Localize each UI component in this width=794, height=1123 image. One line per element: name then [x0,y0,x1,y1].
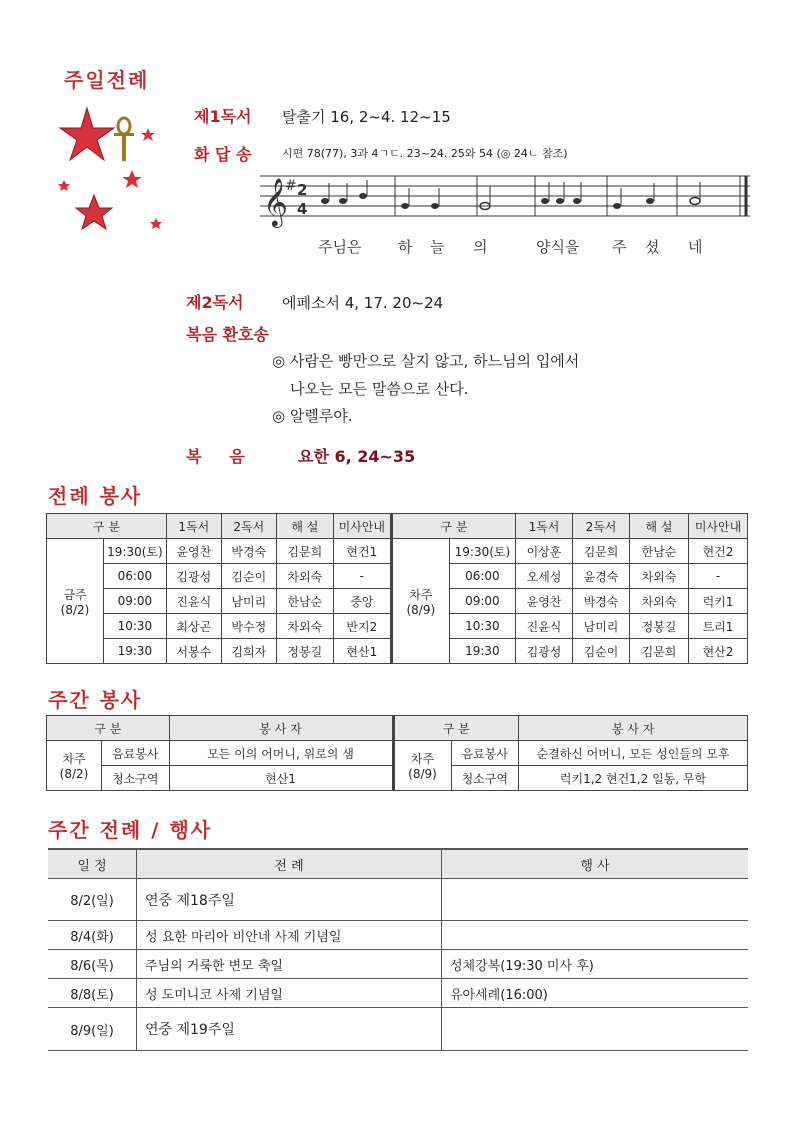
lyric-7: 셨 [645,238,660,256]
svg-text:2: 2 [297,181,308,199]
th-reading1-r: 1독서 [516,514,573,539]
cell: 진윤식 [516,614,573,639]
cell: 김희자 [221,639,276,664]
event-liturgy: 성 요한 마리아 비안네 사제 기념일 [137,921,442,950]
liturgy-title: 주일전례 [64,68,150,92]
event-liturgy: 주님의 거룩한 변모 축일 [137,950,442,979]
th-weekly-category: 구 분 [47,716,170,741]
event-date: 8/4(화) [48,921,137,950]
lyric-8: 네 [688,238,703,256]
th-guide-r: 미사안내 [689,514,748,539]
th-weekly-volunteer: 봉 사 자 [169,716,393,741]
acclamation-line2: 나오는 모든 말씀으로 산다. [290,380,469,398]
cell: 중앙 [333,589,391,614]
svg-text:#: # [285,178,297,194]
lyric-5: 양식을 [536,238,580,256]
event-activity [442,921,749,950]
cell: 19:30(토) [449,539,515,564]
lyric-3: 늘 [430,238,445,256]
reading1-label: 제1독서 [194,107,252,126]
cell: 김광성 [166,564,221,589]
cell: 음료봉사 [102,741,170,766]
cell: 박경숙 [221,539,276,564]
cell: 음료봉사 [451,741,519,766]
cell: 19:30 [104,639,167,664]
event-activity: 성체강복(19:30 미사 후) [442,950,749,979]
event-date: 8/9(일) [48,1008,137,1051]
cell: 서봉수 [166,639,221,664]
cell: 반지2 [333,614,391,639]
cell: 19:30(토) [104,539,167,564]
cell: - [333,564,391,589]
event-activity [442,879,749,921]
cell: 차외숙 [276,564,333,589]
cell: 한남순 [276,589,333,614]
cell: 김순이 [573,639,630,664]
cell: 오세성 [516,564,573,589]
gospel-label: 복 음 [186,447,245,466]
cell: 06:00 [104,564,167,589]
cell: 남미리 [573,614,630,639]
cell: 최상곤 [166,614,221,639]
cell: 김광성 [516,639,573,664]
cell: 현산2 [689,639,748,664]
cell: 청소구역 [451,766,519,791]
event-date: 8/6(목) [48,950,137,979]
cell: 트리1 [689,614,748,639]
cell: 럭키1 [689,589,748,614]
cell: 청소구역 [102,766,170,791]
weekly-title: 주간 봉사 [48,688,143,712]
lyric-2: 하 [398,238,413,256]
cell: 현산1 [169,766,393,791]
service-title: 전례 봉사 [48,484,143,508]
svg-text:4: 4 [297,200,308,218]
event-liturgy: 성 도미니코 사제 기념일 [137,979,442,1008]
cell: 09:00 [449,589,515,614]
cell: 차외숙 [630,589,689,614]
th-reading1: 1독서 [166,514,221,539]
cell: 김문희 [573,539,630,564]
group-cell-right: 차주 (8/9) [391,539,449,664]
event-date: 8/2(일) [48,879,137,921]
service-table [46,513,748,664]
psalm-label: 화 답 송 [194,145,252,164]
reading1-text: 탈출기 16, 2~4. 12~15 [282,108,451,126]
acclamation-line3: ◎ 알렐루야. [272,407,353,425]
cell: 한남순 [630,539,689,564]
psalm-text: 시편 78(77), 3과 4ㄱㄷ. 23~24. 25와 54 (◎ 24ㄴ 참조) [282,147,568,160]
event-liturgy: 연중 제18주일 [137,879,442,921]
event-date: 8/8(토) [48,979,137,1008]
cell: 06:00 [449,564,515,589]
cell: 박수정 [221,614,276,639]
cell: 순결하신 어머니, 모든 성인들의 모후 [519,741,748,766]
gospel-text: 요한 6, 24~35 [298,447,416,466]
cell: 19:30 [449,639,515,664]
th-commentary: 해 설 [276,514,333,539]
cross-icon [114,118,134,161]
cell: 10:30 [449,614,515,639]
reading2-text: 에페소서 4, 17. 20~24 [282,294,444,312]
acclamation-label: 복음 환호송 [186,325,269,344]
acclamation-line1: ◎ 사람은 빵만으로 살지 않고, 하느님의 입에서 [272,352,580,370]
th-weekly-category-r: 구 분 [393,716,519,741]
events-title: 주간 전례 / 행사 [48,818,213,842]
cell: 윤경숙 [573,564,630,589]
cell: 이상훈 [516,539,573,564]
th-category: 구 분 [47,514,167,539]
th-guide: 미사안내 [333,514,391,539]
event-activity: 유아세례(16:00) [442,979,749,1008]
th-reading2: 2독서 [221,514,276,539]
lyric-6: 주 [612,238,627,256]
cell: 윤영찬 [166,539,221,564]
weekly-table [46,715,748,791]
th-commentary-r: 해 설 [630,514,689,539]
th-date: 일 정 [48,849,137,879]
th-reading2-r: 2독서 [573,514,630,539]
cell: 차외숙 [630,564,689,589]
cell: 남미리 [221,589,276,614]
cell: 김순이 [221,564,276,589]
th-event: 행 사 [442,849,749,879]
lyric-4: 의 [473,238,488,256]
cell: 차외숙 [276,614,333,639]
cell: 모든 이의 어머니, 위로의 샘 [169,741,393,766]
th-category-r: 구 분 [391,514,515,539]
cell: 현건1 [333,539,391,564]
cell: 진윤식 [166,589,221,614]
cell: 김문희 [630,639,689,664]
weekly-group-right: 차주 (8/9) [393,741,451,791]
cell: 박경숙 [573,589,630,614]
cell: 10:30 [104,614,167,639]
cell: 정봉길 [630,614,689,639]
event-liturgy: 연중 제19주일 [137,1008,442,1051]
event-activity [442,1008,749,1051]
cell: 현건2 [689,539,748,564]
group-cell-left: 금주 (8/2) [47,539,104,664]
th-weekly-volunteer-r: 봉 사 자 [519,716,748,741]
cell: 정봉길 [276,639,333,664]
cell: 09:00 [104,589,167,614]
cell: - [689,564,748,589]
lyric-1: 주님은 [318,238,362,256]
star-decoration-icon [52,100,172,245]
events-table [48,848,748,1051]
cell: 김문희 [276,539,333,564]
cell: 윤영찬 [516,589,573,614]
weekly-group-left: 차주 (8/2) [47,741,102,791]
th-liturgy: 전 례 [137,849,442,879]
svg-text:𝄞: 𝄞 [263,177,288,226]
reading2-label: 제2독서 [186,293,244,312]
cell: 럭키1,2 현건1,2 일동, 무학 [519,766,748,791]
cell: 현산1 [333,639,391,664]
